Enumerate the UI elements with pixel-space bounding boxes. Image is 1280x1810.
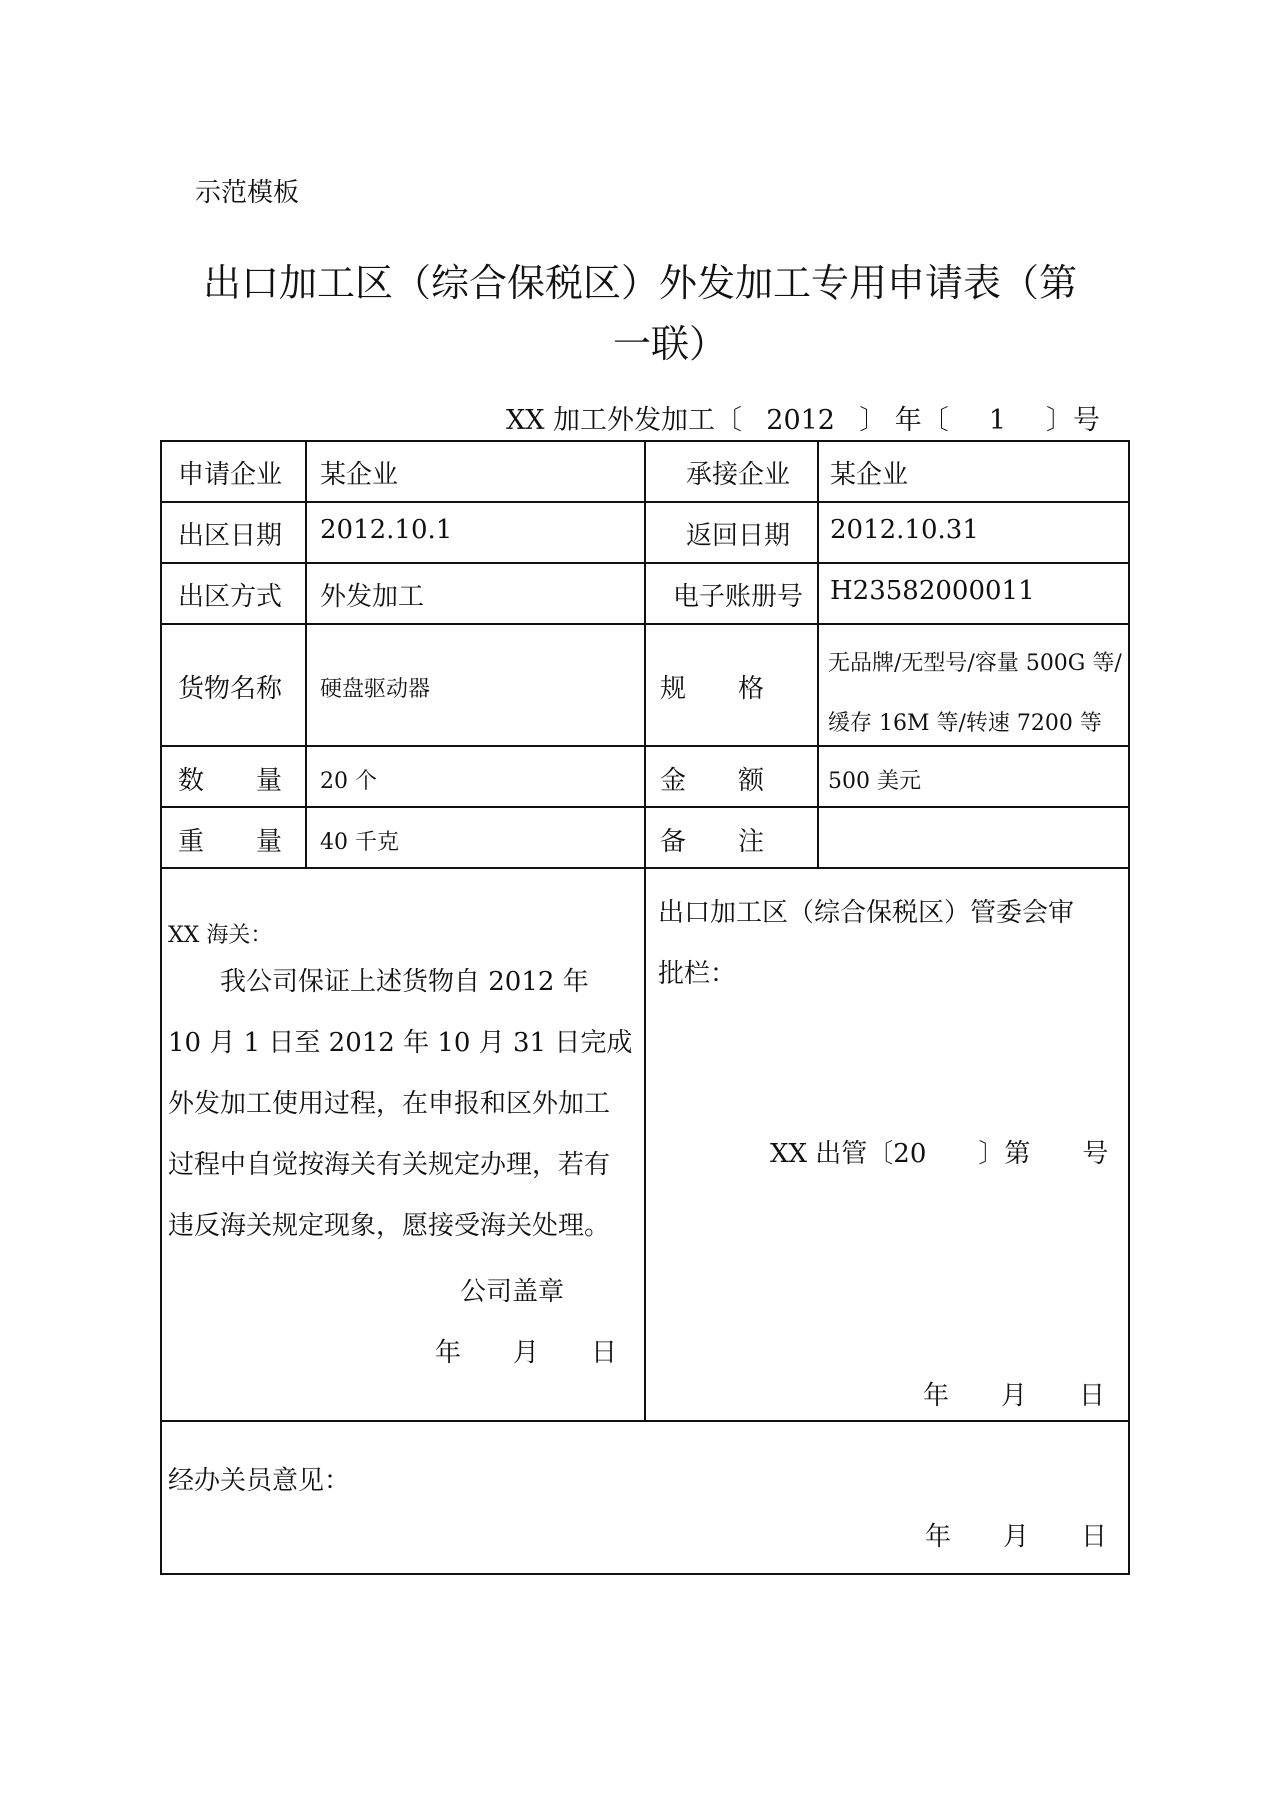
weight-value: 40 千克	[320, 830, 399, 855]
declaration-line1: 我公司保证上述货物自 2012 年	[220, 967, 589, 997]
declaration-line3: 外发加工使用过程，在申报和区外加工	[168, 1089, 611, 1119]
table-border-right	[1128, 440, 1130, 1574]
declaration-line2: 10 月 1 日至 2012 年 10 月 31 日完成	[168, 1028, 633, 1058]
goods-name-value: 硬盘驱动器	[320, 677, 431, 702]
contractor-value: 某企业	[830, 460, 909, 490]
approval-number: XX 出管〔20 〕第 号	[770, 1139, 1109, 1169]
quantity-value: 20 个	[320, 769, 377, 794]
weight-label: 重 量	[178, 827, 283, 857]
approval-title-line2: 批栏：	[658, 959, 737, 989]
col-divider	[305, 440, 307, 868]
exit-date-value: 2012.10.1	[320, 515, 453, 545]
doc-year: 2012	[766, 405, 835, 436]
form-title-line1: 出口加工区（综合保税区）外发加工专用申请表（第	[202, 261, 1077, 305]
table-border-bottom	[160, 1573, 1130, 1575]
amount-value: 500 美元	[828, 769, 921, 794]
approval-title-line1: 出口加工区（综合保税区）管委会审	[658, 898, 1075, 928]
ledger-number-label: 电子账册号	[672, 582, 803, 612]
spec-label: 规 格	[660, 674, 765, 704]
doc-seq: 1	[988, 405, 1006, 436]
application-form-table	[160, 440, 1130, 1575]
col-divider	[817, 440, 819, 868]
declaration-line4: 过程中自觉按海关有关规定办理，若有	[168, 1150, 611, 1180]
document-number	[506, 398, 1100, 437]
customs-addressee: XX 海关：	[168, 923, 273, 948]
table-border-left	[160, 440, 162, 1574]
exit-method-label: 出区方式	[178, 582, 283, 612]
exit-date-label: 出区日期	[178, 521, 283, 551]
quantity-label: 数 量	[178, 766, 283, 796]
template-label: 示范模板	[195, 178, 300, 208]
company-seal: 公司盖章	[460, 1277, 565, 1307]
exit-method-value: 外发加工	[320, 582, 425, 612]
officer-date: 年 月 日	[925, 1522, 1108, 1552]
col-divider	[644, 440, 646, 1421]
spec-value-line1: 无品牌/无型号/容量 500G 等/	[828, 651, 1122, 676]
ledger-number-value: H23582000011	[830, 576, 1035, 606]
applicant-label: 申请企业	[178, 460, 283, 490]
declaration-line5: 违反海关规定现象，愿接受海关处理。	[168, 1211, 611, 1241]
goods-name-label: 货物名称	[178, 674, 283, 704]
contractor-label: 承接企业	[685, 460, 790, 490]
amount-label: 金 额	[660, 766, 765, 796]
return-date-label: 返回日期	[685, 521, 790, 551]
doc-suffix: 〕号	[1046, 405, 1100, 436]
doc-mid: 〕 年〔	[859, 405, 949, 436]
officer-opinion-label: 经办关员意见：	[168, 1466, 351, 1496]
approval-date: 年 月 日	[923, 1381, 1106, 1411]
applicant-value: 某企业	[320, 460, 399, 490]
form-title-line2: 一联）	[612, 322, 727, 366]
doc-prefix: XX 加工外发加工〔	[506, 405, 743, 436]
spec-value-line2: 缓存 16M 等/转速 7200 等	[828, 711, 1102, 736]
declaration-date: 年 月 日	[435, 1338, 618, 1368]
remarks-label: 备 注	[660, 827, 765, 857]
return-date-value: 2012.10.31	[830, 515, 979, 545]
